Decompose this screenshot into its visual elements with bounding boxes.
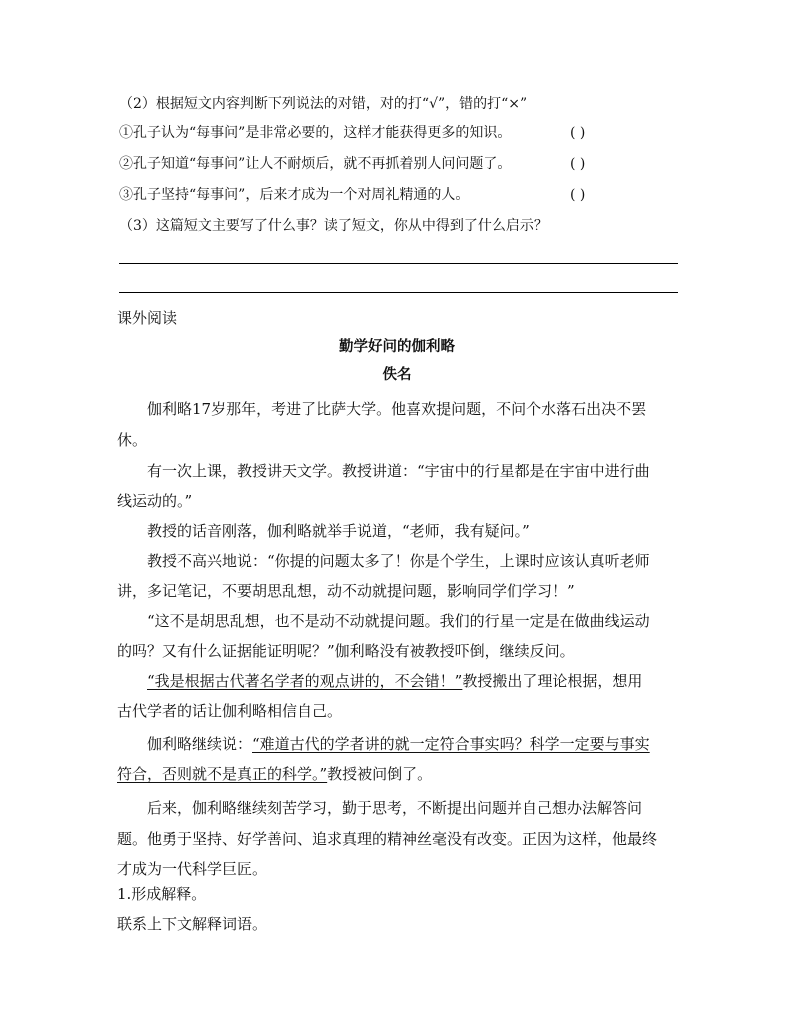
underlined-quote-2-part-2: 符合，否则就不是真正的科学。” xyxy=(117,765,328,783)
paragraph-1-line-1: 伽利略17岁那年，考进了比萨大学。他喜欢提问题，不问个水落石出决不罢 xyxy=(147,400,647,418)
answer-paren-1[interactable]: ( ) xyxy=(570,125,586,141)
answer-paren-3[interactable]: ( ) xyxy=(570,187,586,203)
paragraph-8-line-1: 后来，伽利略继续刻苦学习，勤于思考，不断提出问题并自己想办法解答问 xyxy=(147,799,643,817)
underlined-quote-1: “我是根据古代著名学者的观点讲的，不会错！” xyxy=(147,672,463,690)
paragraph-6-line-1 xyxy=(147,670,642,692)
exercise-1-instruction: 联系上下文解释词语。 xyxy=(117,915,268,933)
paragraph-5-line-2: 的吗？又有什么证据能证明呢？”伽利略没有被教授吓倒，继续反问。 xyxy=(117,642,575,660)
article-title: 勤学好问的伽利略 xyxy=(339,338,455,355)
paragraph-6-line-1-rest: 教授搬出了理论根据，想用 xyxy=(462,672,643,690)
answer-line-1[interactable] xyxy=(119,263,678,264)
true-false-item-3: ③孔子坚持“每事问”，后来才成为一个对周礼精通的人。 xyxy=(119,187,470,203)
paragraph-2-line-1: 有一次上课，教授讲天文学。教授讲道：“宇宙中的行星都是在宇宙中进行曲 xyxy=(147,462,650,480)
paragraph-5-line-1: “这不是胡思乱想，也不是动不动就提问题。我们的行星一定是在做曲线运动 xyxy=(147,612,650,630)
exercise-1: 1.形成解释。 xyxy=(117,885,207,903)
paragraph-7-line-2 xyxy=(117,763,432,785)
underlined-quote-2-part-1: “难道古代的学者讲的就一定符合事实吗？科学一定要与事实 xyxy=(252,735,650,753)
paragraph-1-line-2: 休。 xyxy=(117,431,148,449)
true-false-item-2: ②孔子知道“每事问”让人不耐烦后，就不再抓着别人问问题了。 xyxy=(119,156,512,172)
paragraph-4-line-1: 教授不高兴地说：“你提的问题太多了！你是个学生，上课时应该认真听老师 xyxy=(147,552,650,570)
question-3: （3）这篇短文主要写了什么事？读了短文，你从中得到了什么启示？ xyxy=(119,218,548,234)
paragraph-7-line-1 xyxy=(147,733,650,755)
true-false-item-1: ①孔子认为“每事问”是非常必要的，这样才能获得更多的知识。 xyxy=(119,125,512,141)
paragraph-8-line-3: 才成为一代科学巨匠。 xyxy=(117,860,268,878)
article-author: 佚名 xyxy=(382,366,412,383)
paragraph-4-line-2: 讲，多记笔记，不要胡思乱想，动不动就提问题，影响同学们学习！” xyxy=(117,582,575,600)
section-label: 课外阅读 xyxy=(117,309,178,327)
paragraph-7-lead: 伽利略继续说： xyxy=(147,735,253,753)
answer-paren-2[interactable]: ( ) xyxy=(570,156,586,172)
answer-line-2[interactable] xyxy=(119,292,678,293)
paragraph-6-line-2: 古代学者的话让伽利略相信自己。 xyxy=(117,702,343,720)
paragraph-7-line-2-rest: 教授被问倒了。 xyxy=(327,765,433,783)
paragraph-2-line-2: 线运动的。” xyxy=(117,492,193,510)
question-2-intro: （2）根据短文内容判断下列说法的对错，对的打“√”，错的打“×” xyxy=(119,96,528,112)
paragraph-8-line-2: 题。他勇于坚持、好学善问、追求真理的精神丝毫没有改变。正因为这样，他最终 xyxy=(117,830,658,848)
paragraph-3-line-1: 教授的话音刚落，伽利略就举手说道，“老师，我有疑问。” xyxy=(147,522,530,540)
